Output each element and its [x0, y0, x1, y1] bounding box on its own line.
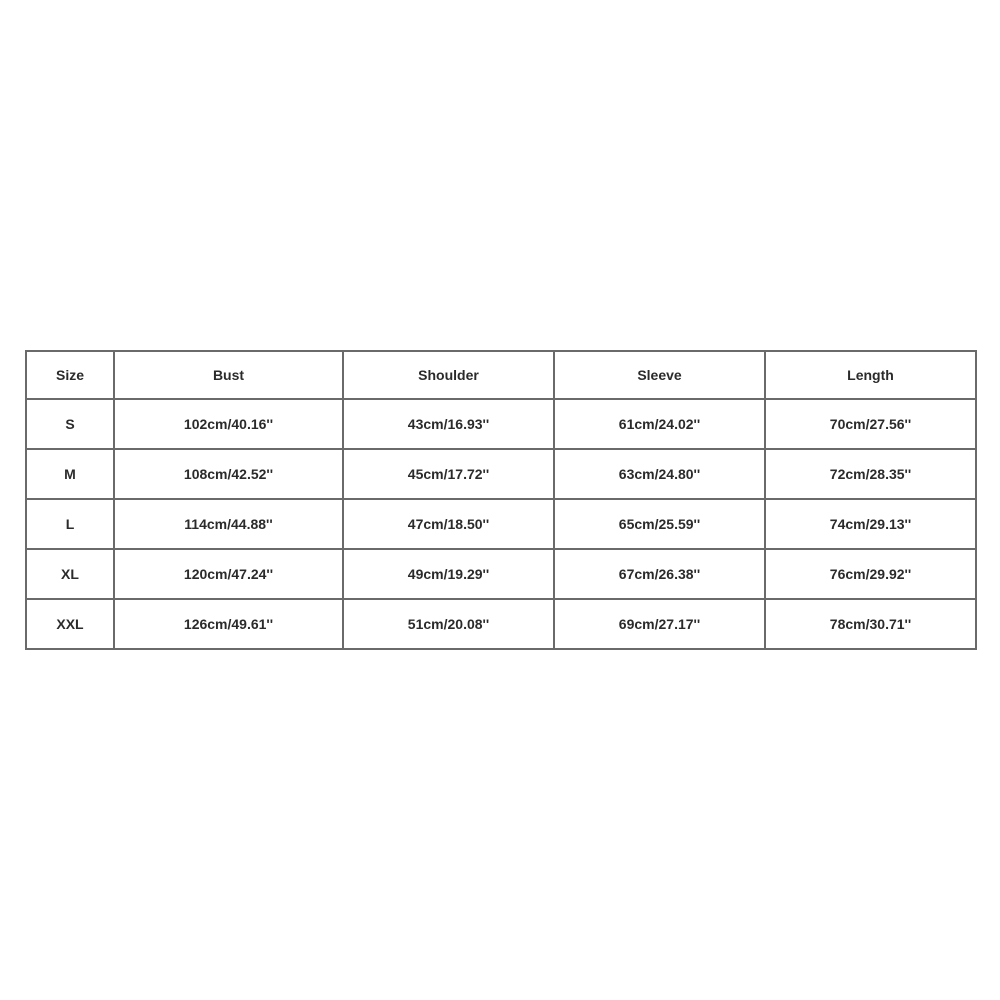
cell-shoulder: 51cm/20.08''	[343, 599, 554, 649]
cell-shoulder: 49cm/19.29''	[343, 549, 554, 599]
size-chart-table	[25, 350, 977, 650]
cell-shoulder: 47cm/18.50''	[343, 499, 554, 549]
cell-sleeve: 61cm/24.02''	[554, 399, 765, 449]
cell-size: XXL	[26, 599, 114, 649]
table-row	[26, 399, 976, 449]
cell-bust: 126cm/49.61''	[114, 599, 343, 649]
cell-bust: 102cm/40.16''	[114, 399, 343, 449]
cell-bust: 120cm/47.24''	[114, 549, 343, 599]
header-size: Size	[26, 351, 114, 399]
cell-size: XL	[26, 549, 114, 599]
cell-length: 74cm/29.13''	[765, 499, 976, 549]
cell-sleeve: 67cm/26.38''	[554, 549, 765, 599]
table-row	[26, 549, 976, 599]
table-row	[26, 449, 976, 499]
table-row	[26, 599, 976, 649]
cell-length: 70cm/27.56''	[765, 399, 976, 449]
cell-sleeve: 65cm/25.59''	[554, 499, 765, 549]
header-length: Length	[765, 351, 976, 399]
cell-bust: 108cm/42.52''	[114, 449, 343, 499]
cell-length: 76cm/29.92''	[765, 549, 976, 599]
header-row	[26, 351, 976, 399]
cell-size: L	[26, 499, 114, 549]
cell-size: S	[26, 399, 114, 449]
cell-length: 78cm/30.71''	[765, 599, 976, 649]
cell-length: 72cm/28.35''	[765, 449, 976, 499]
cell-sleeve: 63cm/24.80''	[554, 449, 765, 499]
header-bust: Bust	[114, 351, 343, 399]
cell-sleeve: 69cm/27.17''	[554, 599, 765, 649]
cell-bust: 114cm/44.88''	[114, 499, 343, 549]
header-shoulder: Shoulder	[343, 351, 554, 399]
cell-size: M	[26, 449, 114, 499]
cell-shoulder: 43cm/16.93''	[343, 399, 554, 449]
table-row	[26, 499, 976, 549]
cell-shoulder: 45cm/17.72''	[343, 449, 554, 499]
header-sleeve: Sleeve	[554, 351, 765, 399]
